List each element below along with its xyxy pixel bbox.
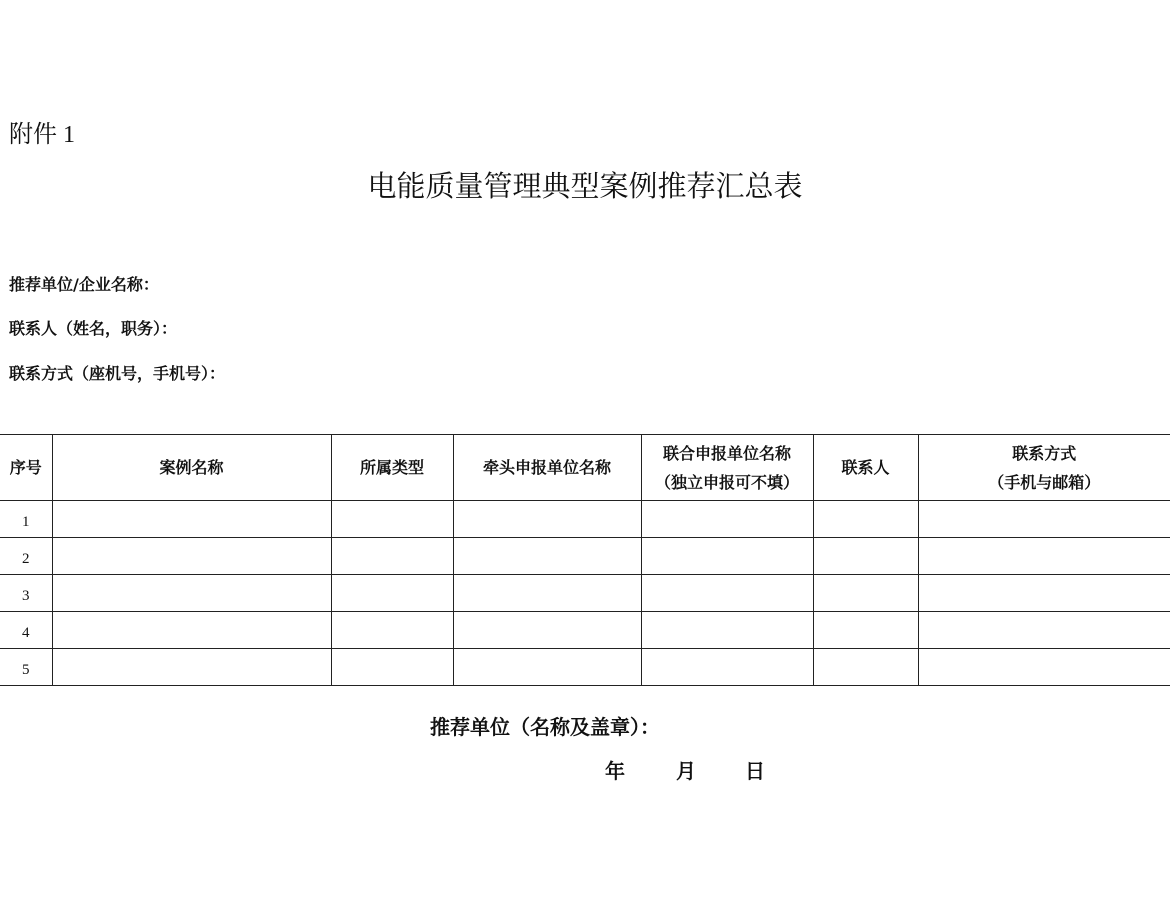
cell-contact-person[interactable] bbox=[813, 538, 918, 575]
cell-type[interactable] bbox=[331, 538, 453, 575]
column-header-case-name: 案例名称 bbox=[52, 435, 331, 501]
column-header-joint-unit: 联合申报单位名称 （独立申报可不填） bbox=[641, 435, 813, 501]
table-row bbox=[0, 501, 1170, 538]
row-seq: 3 bbox=[0, 575, 52, 612]
row-seq: 2 bbox=[0, 538, 52, 575]
table-row bbox=[0, 612, 1170, 649]
cell-lead-unit[interactable] bbox=[453, 575, 641, 612]
cell-case-name[interactable] bbox=[52, 575, 331, 612]
cell-type[interactable] bbox=[331, 501, 453, 538]
cell-case-name[interactable] bbox=[52, 612, 331, 649]
row-seq: 5 bbox=[0, 649, 52, 686]
cell-contact-method[interactable] bbox=[918, 538, 1170, 575]
cell-contact-method[interactable] bbox=[918, 501, 1170, 538]
attachment-label bbox=[9, 118, 75, 151]
cell-lead-unit[interactable] bbox=[453, 501, 641, 538]
cell-contact-person[interactable] bbox=[813, 649, 918, 686]
cell-contact-person[interactable] bbox=[813, 612, 918, 649]
case-summary-table bbox=[0, 434, 1170, 686]
table-header-row bbox=[0, 435, 1170, 501]
cell-joint-unit[interactable] bbox=[641, 575, 813, 612]
column-header-contact-method: 联系方式 （手机与邮箱） bbox=[918, 435, 1170, 501]
column-header-contact-person: 联系人 bbox=[813, 435, 918, 501]
cell-lead-unit[interactable] bbox=[453, 538, 641, 575]
stamp-label: 推荐单位（名称及盖章）： bbox=[430, 715, 660, 739]
table-row bbox=[0, 538, 1170, 575]
date-day-label: 日 bbox=[745, 759, 765, 783]
cell-case-name[interactable] bbox=[52, 501, 331, 538]
column-header-seq: 序号 bbox=[0, 435, 52, 501]
cell-joint-unit[interactable] bbox=[641, 649, 813, 686]
table-row bbox=[0, 575, 1170, 612]
cell-joint-unit[interactable] bbox=[641, 501, 813, 538]
cell-lead-unit[interactable] bbox=[453, 612, 641, 649]
attachment-number: 1 bbox=[63, 122, 75, 148]
row-seq: 4 bbox=[0, 612, 52, 649]
contact-person-field: 联系人（姓名，职务）： bbox=[9, 319, 178, 338]
cell-joint-unit[interactable] bbox=[641, 538, 813, 575]
date-year-label: 年 bbox=[605, 759, 625, 783]
row-seq: 1 bbox=[0, 501, 52, 538]
cell-type[interactable] bbox=[331, 649, 453, 686]
table-row bbox=[0, 649, 1170, 686]
cell-type[interactable] bbox=[331, 575, 453, 612]
cell-case-name[interactable] bbox=[52, 649, 331, 686]
recommending-unit-field: 推荐单位/企业名称： bbox=[9, 275, 159, 294]
attachment-label-text: 附件 bbox=[9, 120, 57, 148]
cell-case-name[interactable] bbox=[52, 538, 331, 575]
contact-method-field: 联系方式（座机号，手机号）： bbox=[9, 364, 226, 383]
cell-type[interactable] bbox=[331, 612, 453, 649]
cell-contact-method[interactable] bbox=[918, 612, 1170, 649]
column-header-lead-unit: 牵头申报单位名称 bbox=[453, 435, 641, 501]
column-header-type: 所属类型 bbox=[331, 435, 453, 501]
cell-contact-method[interactable] bbox=[918, 649, 1170, 686]
cell-lead-unit[interactable] bbox=[453, 649, 641, 686]
cell-joint-unit[interactable] bbox=[641, 612, 813, 649]
cell-contact-person[interactable] bbox=[813, 575, 918, 612]
cell-contact-method[interactable] bbox=[918, 575, 1170, 612]
cell-contact-person[interactable] bbox=[813, 501, 918, 538]
date-month-label: 月 bbox=[676, 759, 696, 783]
document-title: 电能质量管理典型案例推荐汇总表 bbox=[367, 169, 803, 203]
